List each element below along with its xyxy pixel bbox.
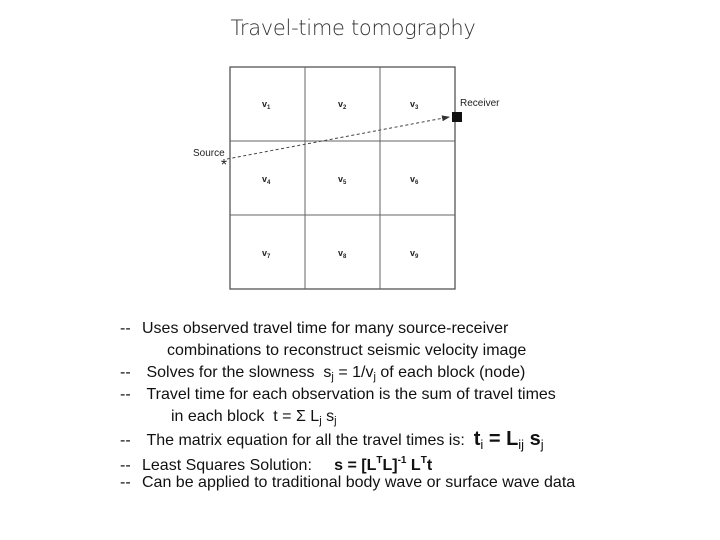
block-label-v8: $v_8$ (338, 248, 347, 260)
receiver-label: Receiver (460, 98, 500, 109)
block-label-v1: $v_1$ (262, 99, 271, 111)
bullet-1-line-1 (120, 318, 710, 340)
block-label-v9: $v_9$ (410, 248, 419, 260)
sum-equation: t = (273, 408, 296, 425)
source-label: Source (193, 148, 225, 159)
subscript: j (331, 371, 334, 383)
receiver-square-icon (452, 112, 462, 122)
slowness-equation: = 1/v (333, 364, 374, 381)
superscript: T (376, 455, 383, 466)
block-label-v2: $v_2$ (338, 99, 347, 111)
bullet-text: in each block (171, 408, 265, 425)
block-label-v3: $v_3$ (410, 99, 419, 111)
bullet-text: Travel time for each observation is the sum of travel times (146, 386, 556, 403)
block-labels (262, 99, 419, 260)
block-label-v6: $v_6$ (410, 174, 419, 186)
bullet-dash: -- (120, 364, 131, 381)
bullet-3-line-1 (120, 384, 710, 406)
slide-title: Travel-time tomography (230, 16, 476, 40)
subscript: j (334, 415, 337, 427)
bullet-dash: -- (120, 320, 131, 337)
bullet-2 (120, 362, 710, 384)
bullet-6 (120, 472, 710, 494)
equation-part: t (426, 457, 433, 474)
subscript: j (319, 415, 322, 427)
subscript: ij (518, 437, 525, 452)
sum-equation: L (305, 408, 320, 425)
bullet-text: The matrix equation for all the travel times is: (146, 432, 465, 449)
sum-equation: s (321, 408, 335, 425)
bullet-dash: -- (120, 386, 131, 403)
bullet-dash: -- (120, 457, 131, 474)
equation-part: s = [L (334, 457, 377, 474)
matrix-equation: L (506, 428, 519, 450)
bullet-text: Least Squares Solution: (142, 457, 312, 474)
bullet-text: Uses observed travel time for many source-receiver (142, 320, 509, 337)
bullet-dash: -- (120, 432, 131, 449)
bullet-text: of each block (node) (375, 364, 526, 381)
bullet-3-line-2 (120, 406, 710, 428)
bullet-1-line-2 (120, 340, 710, 362)
bullet-text: Solves for the slowness (146, 364, 315, 381)
subscript: j (373, 371, 376, 383)
equation-part: L (406, 457, 421, 474)
slowness-symbol: s (323, 364, 332, 381)
block-label-v7: $v_7$ (262, 248, 271, 260)
bullet-dash: -- (120, 474, 131, 491)
bullet-list (120, 318, 710, 494)
block-label-v5: $v_5$ (338, 174, 347, 186)
equation-part: L] (382, 457, 398, 474)
matrix-equation: = (483, 428, 507, 450)
subscript: i (480, 437, 484, 452)
bullet-5 (120, 450, 710, 472)
block-label-v4: $v_4$ (262, 174, 271, 186)
bullet-4 (120, 428, 710, 450)
matrix-equation: t (473, 428, 481, 450)
matrix-equation: s (524, 428, 541, 450)
source-star-icon: * (220, 157, 228, 174)
bullet-text: Can be applied to traditional body wave or surface wave data (142, 474, 576, 491)
ray-path (227, 117, 449, 159)
subscript: j (540, 437, 544, 452)
superscript: -1 (397, 455, 407, 466)
sigma-symbol: Σ (295, 408, 306, 425)
superscript: T (420, 455, 427, 466)
bullet-text: combinations to reconstruct seismic velocity image (167, 342, 527, 359)
